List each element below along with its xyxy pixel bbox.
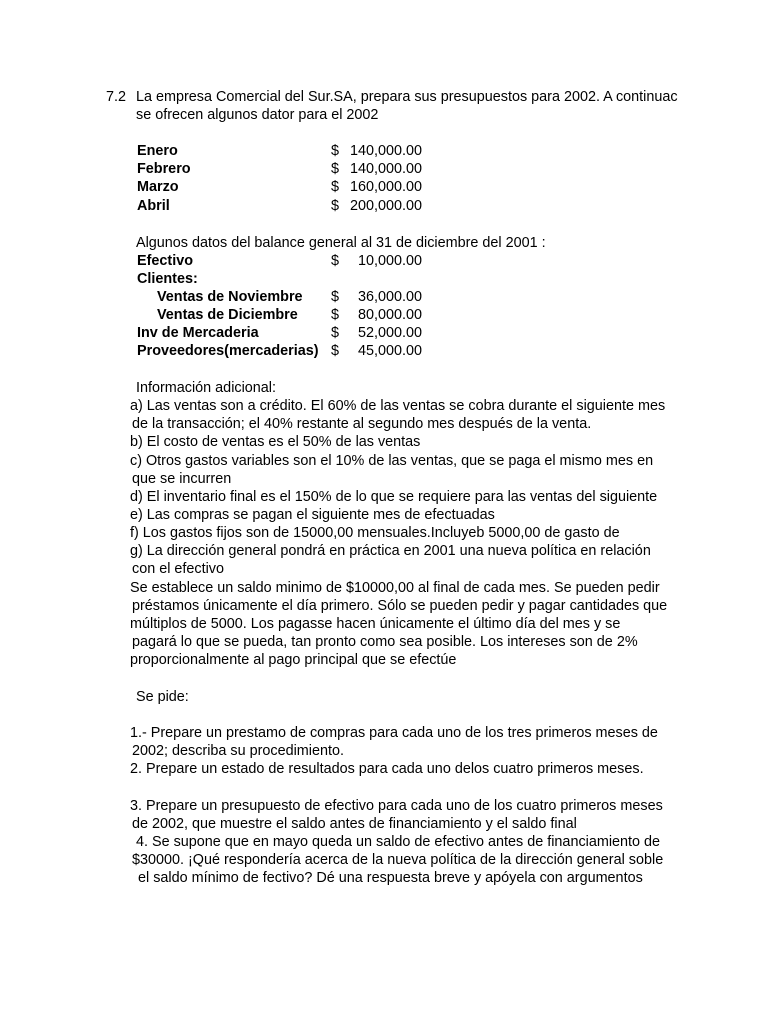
info-line: préstamos únicamente el día primero. Sólo se pueden pedir y pagar cantidades que	[132, 598, 668, 614]
sales-currency-marzo: $	[331, 179, 340, 195]
balance-proveedores-amount: 45,000.00	[357, 343, 422, 359]
balance-inventario-amount: 52,000.00	[357, 325, 422, 341]
problem-number: 7.2	[106, 89, 127, 105]
request-line: de 2002, que muestre el saldo antes de financiamiento y el saldo final	[132, 816, 577, 832]
balance-efectivo-label: Efectivo	[137, 253, 193, 269]
balance-ventas-dic-label: Ventas de Diciembre	[157, 307, 298, 323]
sales-amount-abril: 200,000.00	[349, 198, 422, 214]
info-line: c) Otros gastos variables son el 10% de las ventas, que se paga el mismo mes en	[130, 453, 654, 469]
additional-info-heading: Información adicional:	[136, 380, 276, 396]
intro-line-2: se ofrecen algunos dator para el 2002	[136, 107, 379, 123]
info-line: d) El inventario final es el 150% de lo que se requiere para las ventas del siguiente	[130, 489, 658, 505]
balance-ventas-dic-currency: $	[331, 307, 340, 323]
info-line: Se establece un saldo minimo de $10000,00 al final de cada mes. Se pueden pedir	[130, 580, 660, 596]
sales-amount-enero: 140,000.00	[349, 143, 422, 159]
balance-inventario-label: Inv de Mercaderia	[137, 325, 259, 341]
info-line: de la transacción; el 40% restante al segundo mes después de la venta.	[132, 416, 592, 432]
info-line: con el efectivo	[132, 561, 224, 577]
balance-inventario-currency: $	[331, 325, 340, 341]
intro-line-1: La empresa Comercial del Sur.SA, prepara sus presupuestos para 2002. A continuac	[136, 89, 678, 105]
balance-clientes-label: Clientes:	[137, 271, 198, 287]
info-line: pagará lo que se pueda, tan pronto como sea posible. Los intereses son de 2%	[132, 634, 638, 650]
info-line: que se incurren	[132, 471, 232, 487]
balance-efectivo-currency: $	[331, 253, 340, 269]
balance-ventas-nov-amount: 36,000.00	[357, 289, 422, 305]
info-line: e) Las compras se pagan el siguiente mes de efectuadas	[130, 507, 495, 523]
sales-amount-marzo: 160,000.00	[349, 179, 422, 195]
sales-currency-abril: $	[331, 198, 340, 214]
request-line: 1.- Prepare un prestamo de compras para cada uno de los tres primeros meses de	[130, 725, 658, 741]
request-line: 2002; describa su procedimiento.	[132, 743, 344, 759]
sales-amount-febrero: 140,000.00	[349, 161, 422, 177]
sales-currency-enero: $	[331, 143, 340, 159]
requests-heading: Se pide:	[136, 689, 189, 705]
balance-proveedores-currency: $	[331, 343, 340, 359]
request-line: 3. Prepare un presupuesto de efectivo para cada uno de los cuatro primeros meses	[130, 798, 663, 814]
request-line: 4. Se supone que en mayo queda un saldo de efectivo antes de financiamiento de	[136, 834, 661, 850]
info-line: f) Los gastos fijos son de 15000,00 mensuales.Incluyeb 5000,00 de gasto de	[130, 525, 620, 541]
sales-month-febrero: Febrero	[137, 161, 191, 177]
info-line: proporcionalmente al pago principal que se efectúe	[130, 652, 457, 668]
info-line: g) La dirección general pondrá en práctica en 2001 una nueva política en relación	[130, 543, 651, 559]
balance-efectivo-amount: 10,000.00	[357, 253, 422, 269]
info-line: b) El costo de ventas es el 50% de las ventas	[130, 434, 421, 450]
balance-ventas-dic-amount: 80,000.00	[357, 307, 422, 323]
info-line: a) Las ventas son a crédito. El 60% de las ventas se cobra durante el siguiente mes	[130, 398, 666, 414]
info-line: múltiplos de 5000. Los pagasse hacen únicamente el último día del mes y se	[130, 616, 621, 632]
request-line: el saldo mínimo de fectivo? Dé una respuesta breve y apóyela con argumentos	[138, 870, 643, 886]
balance-proveedores-label: Proveedores(mercaderias)	[137, 343, 319, 359]
request-line: 2. Prepare un estado de resultados para cada uno delos cuatro primeros meses.	[130, 761, 644, 777]
sales-currency-febrero: $	[331, 161, 340, 177]
request-line: $30000. ¡Qué respondería acerca de la nueva política de la dirección general soble	[132, 852, 664, 868]
sales-month-marzo: Marzo	[137, 179, 179, 195]
balance-ventas-nov-currency: $	[331, 289, 340, 305]
sales-month-abril: Abril	[137, 198, 170, 214]
balance-heading: Algunos datos del balance general al 31 de diciembre del 2001 :	[136, 235, 546, 251]
sales-month-enero: Enero	[137, 143, 178, 159]
balance-ventas-nov-label: Ventas de Noviembre	[157, 289, 303, 305]
